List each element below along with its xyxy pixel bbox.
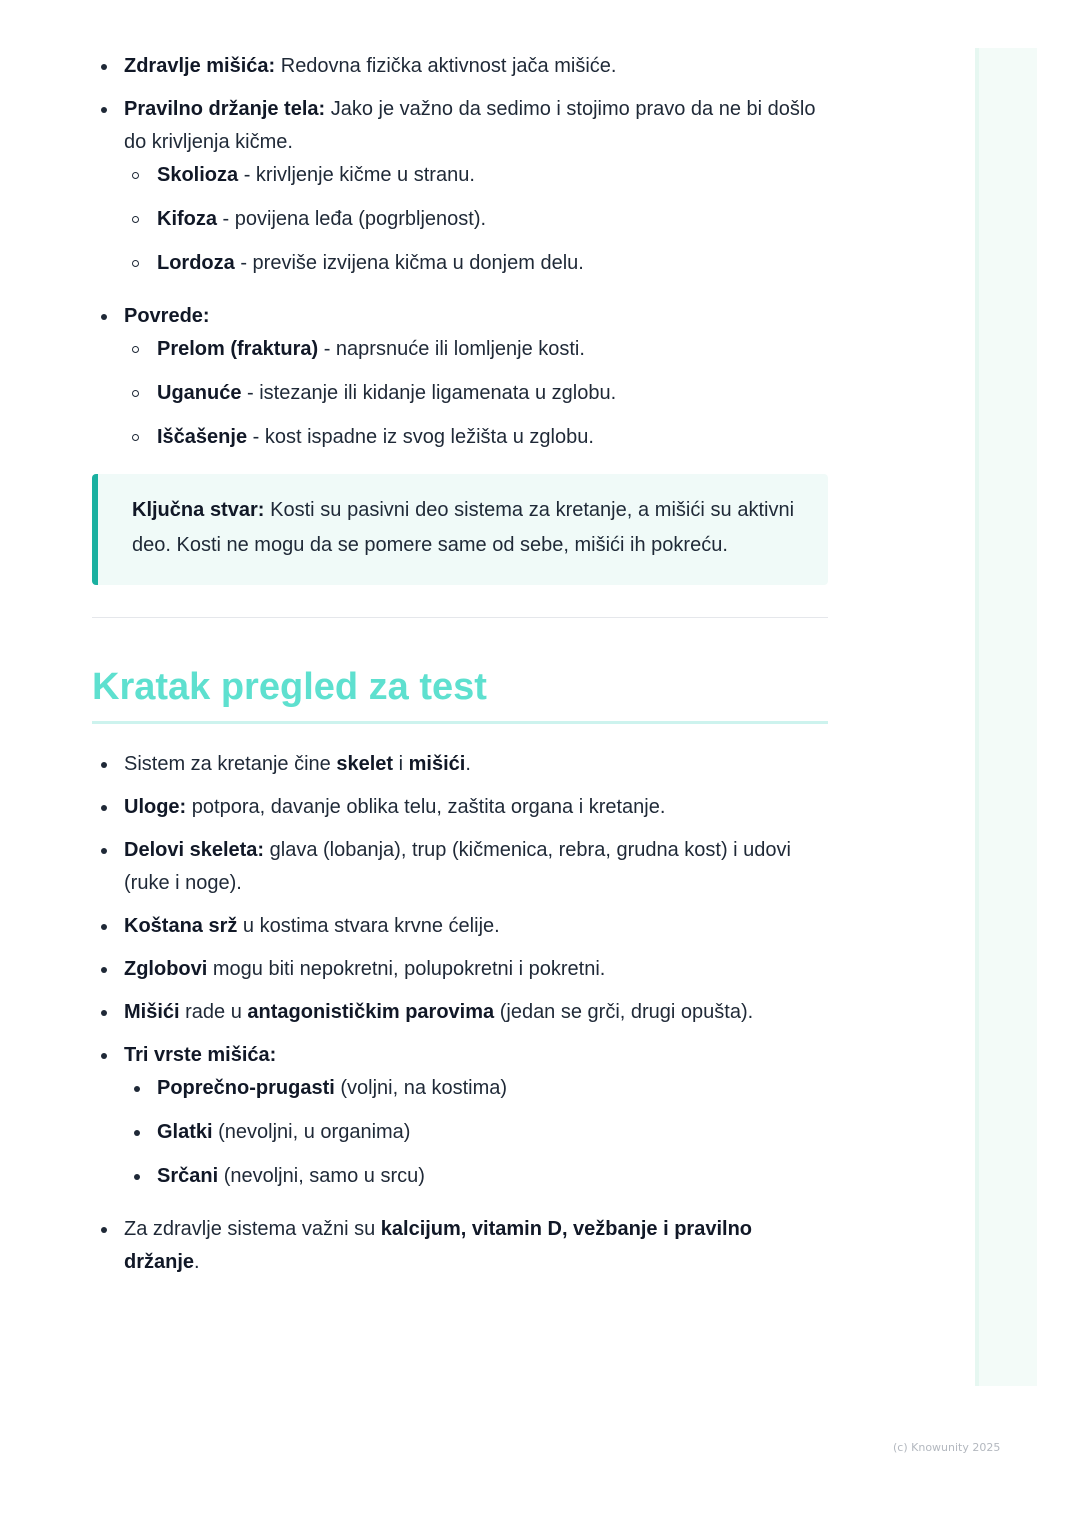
list-item-posture: Pravilno držanje tela: Jako je važno da sedimo i stojimo pravo da ne bi došlo do krivljenja kičme. Skolioza - krivljenje kičme u stranu. Kifoza - povijena leđa (pogrbljenost). Lordoza - previše izvijena kičma u donjem delu. [92, 93, 828, 280]
sublist-item-kyphosis: Kifoza - povijena leđa (pogrbljenost). [124, 203, 828, 236]
list-item-roles: Uloge: potpora, davanje oblika telu, zaštita organa i kretanje. [92, 791, 828, 824]
section-divider [92, 617, 828, 618]
list-item-skeleton-parts: Delovi skeleta: glava (lobanja), trup (kičmenica, rebra, grudna kost) i udovi (ruke i noge). [92, 834, 828, 900]
sublist-item-lordosis: Lordoza - previše izvijena kičma u donjem delu. [124, 247, 828, 280]
list-item-muscle-health: Zdravlje mišića: Redovna fizička aktivnost jača mišiće. [92, 50, 828, 83]
document-content [92, 50, 828, 1289]
sublist-item-striated: Poprečno-prugasti (voljni, na kostima) [124, 1072, 828, 1105]
list-item-system: Sistem za kretanje čine skelet i mišići. [92, 748, 828, 781]
sublist-item-dislocation: Iščašenje - kost ispadne iz svog ležišta u zglobu. [124, 421, 828, 454]
list-item-injuries: Povrede: Prelom (fraktura) - naprsnuće ili lomljenje kosti. Uganuće - istezanje ili kidanje ligamenata u zglobu. Iščašenje - kost ispadne iz svog ležišta u zglobu. [92, 300, 828, 454]
list-item-muscles: Mišići rade u antagonističkim parovima (jedan se grči, drugi opušta). [92, 996, 828, 1029]
list-item-bone-marrow: Koštana srž u kostima stvara krvne ćelije. [92, 910, 828, 943]
sublist-item-scoliosis: Skolioza - krivljenje kičme u stranu. [124, 159, 828, 192]
list-item-muscle-types: Tri vrste mišića: Poprečno-prugasti (voljni, na kostima) Glatki (nevoljni, u organima) Srčani (nevoljni, samo u srcu) [92, 1039, 828, 1193]
sublist-item-smooth: Glatki (nevoljni, u organima) [124, 1116, 828, 1149]
key-point-callout: Ključna stvar: Kosti su pasivni deo sistema za kretanje, a mišići su aktivni deo. Kosti ne mogu da se pomere same od sebe, mišići ih pokreću. [92, 474, 828, 585]
list-item-health: Za zdravlje sistema važni su kalcijum, vitamin D, vežbanje i pravilno držanje. [92, 1213, 828, 1279]
sublist-item-sprain: Uganuće - istezanje ili kidanje ligamenata u zglobu. [124, 377, 828, 410]
copyright-footer: (c) Knowunity 2025 [893, 1441, 1001, 1454]
section-title: Kratak pregled za test [92, 664, 828, 724]
decorative-sidebar-strip [975, 48, 1037, 1386]
sublist-item-fracture: Prelom (fraktura) - naprsnuće ili lomljenje kosti. [124, 333, 828, 366]
health-injuries-list [92, 50, 828, 454]
sublist-item-cardiac: Srčani (nevoljni, samo u srcu) [124, 1160, 828, 1193]
injuries-sublist [124, 333, 828, 454]
list-item-joints: Zglobovi mogu biti nepokretni, polupokretni i pokretni. [92, 953, 828, 986]
summary-list [92, 748, 828, 1279]
posture-sublist [124, 159, 828, 280]
muscle-types-sublist [124, 1072, 828, 1193]
